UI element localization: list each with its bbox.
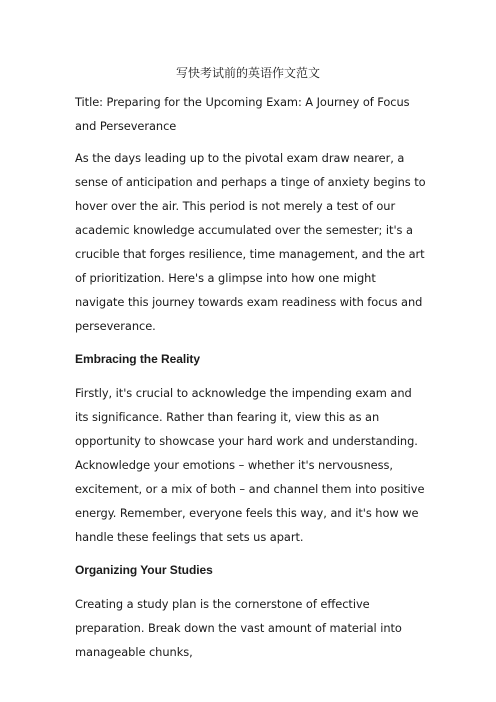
intro-paragraph: As the days leading up to the pivotal exam draw nearer, a sense of anticipation and perhaps a tinge of anxiety begins to hover over the air. This period is not merely a test of our academic knowledge accumulated over the semester; it's a crucible that forges resilience, time management, and the art of prioritization. Here's a glimpse into how one might navigate this journey towards exam readiness with focus and perseverance. <box>75 151 426 333</box>
embracing-reality-paragraph: Firstly, it's crucial to acknowledge the impending exam and its significance. Rather than fearing it, view this as an opportunity to showcase your hard work and understanding. Acknowledge your emotions – whether it's nervousness, excitement, or a mix of both – and channel them into positive energy. Remember, everyone feels this way, and it's how we handle these feelings that sets us apart. <box>75 386 425 544</box>
essay-title: Title: Preparing for the Upcoming Exam: A Journey of Focus and Perseverance <box>75 95 410 133</box>
document-heading: 写快考试前的英语作文范文 <box>175 66 320 80</box>
section-heading-embracing-reality: Embracing the Reality <box>75 352 200 366</box>
organizing-studies-paragraph: Creating a study plan is the cornerstone of effective preparation. Break down the vast amount of material into manageable chunks, <box>75 597 402 659</box>
document-body <box>75 90 427 673</box>
section-heading-organizing-studies: Organizing Your Studies <box>75 563 213 577</box>
